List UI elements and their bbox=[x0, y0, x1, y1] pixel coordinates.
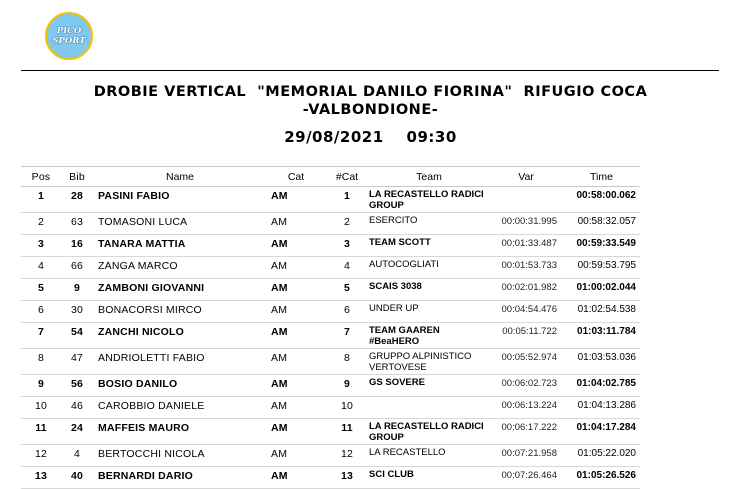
header-bib: Bib bbox=[61, 167, 93, 187]
cell-ncat: 9 bbox=[325, 375, 369, 397]
table-row bbox=[21, 279, 640, 301]
cell-pos: 8 bbox=[21, 349, 61, 375]
event-title: DROBIE VERTICAL "MEMORIAL DANILO FIORINA" RIFUGIO COCA bbox=[93, 84, 648, 100]
cell-pos: 7 bbox=[21, 323, 61, 349]
cell-pos: 3 bbox=[21, 235, 61, 257]
cell-pos: 1 bbox=[21, 187, 61, 213]
cell-time: 01:00:02.044 bbox=[563, 279, 640, 301]
cell-team: AUTOCOGLIATI bbox=[369, 257, 489, 279]
cell-bib: 28 bbox=[61, 187, 93, 213]
table-row bbox=[21, 375, 640, 397]
table-row bbox=[21, 445, 640, 467]
cell-var: 00:01:53.733 bbox=[489, 257, 563, 279]
header-pos: Pos bbox=[21, 167, 61, 187]
header-cat: Cat bbox=[267, 167, 325, 187]
cell-name: CAROBBIO DANIELE bbox=[93, 397, 267, 419]
table-row bbox=[21, 257, 640, 279]
cell-cat: AM bbox=[267, 375, 325, 397]
cell-pos: 12 bbox=[21, 445, 61, 467]
cell-bib: 47 bbox=[61, 349, 93, 375]
cell-time: 00:59:33.549 bbox=[563, 235, 640, 257]
cell-cat: AM bbox=[267, 235, 325, 257]
cell-pos: 5 bbox=[21, 279, 61, 301]
cell-team: GS SOVERE bbox=[369, 375, 489, 397]
cell-cat: AM bbox=[267, 301, 325, 323]
cell-name: PASINI FABIO bbox=[93, 187, 267, 213]
cell-time: 01:05:26.526 bbox=[563, 467, 640, 489]
logo-text-line1: PICO bbox=[56, 26, 82, 36]
cell-time: 01:04:02.785 bbox=[563, 375, 640, 397]
cell-team: GRUPPO ALPINISTICO VERTOVESE bbox=[369, 349, 489, 375]
event-date-time: 29/08/2021 09:30 bbox=[284, 128, 457, 146]
cell-name: MAFFEIS MAURO bbox=[93, 419, 267, 445]
cell-bib: 63 bbox=[61, 213, 93, 235]
results-table bbox=[21, 166, 640, 489]
cell-bib: 56 bbox=[61, 375, 93, 397]
cell-ncat: 5 bbox=[325, 279, 369, 301]
cell-pos: 10 bbox=[21, 397, 61, 419]
cell-ncat: 11 bbox=[325, 419, 369, 445]
cell-name: BOSIO DANILO bbox=[93, 375, 267, 397]
cell-name: BERTOCCHI NICOLA bbox=[93, 445, 267, 467]
cell-var: 00:04:54.476 bbox=[489, 301, 563, 323]
cell-cat: AM bbox=[267, 187, 325, 213]
cell-var: 00:05:52.974 bbox=[489, 349, 563, 375]
table-row bbox=[21, 349, 640, 375]
cell-var: 00:00:31.995 bbox=[489, 213, 563, 235]
cell-cat: AM bbox=[267, 323, 325, 349]
cell-name: ZAMBONI GIOVANNI bbox=[93, 279, 267, 301]
cell-pos: 11 bbox=[21, 419, 61, 445]
table-row bbox=[21, 397, 640, 419]
table-row bbox=[21, 419, 640, 445]
cell-ncat: 2 bbox=[325, 213, 369, 235]
header-time: Time bbox=[563, 167, 640, 187]
cell-name: TANARA MATTIA bbox=[93, 235, 267, 257]
cell-name: BONACORSI MIRCO bbox=[93, 301, 267, 323]
cell-cat: AM bbox=[267, 279, 325, 301]
cell-bib: 4 bbox=[61, 445, 93, 467]
cell-time: 01:04:17.284 bbox=[563, 419, 640, 445]
cell-var: 00:06:13.224 bbox=[489, 397, 563, 419]
cell-team: LA RECASTELLO RADICI GROUP bbox=[369, 419, 489, 445]
pico-sport-logo bbox=[45, 12, 93, 60]
cell-team: LA RECASTELLO bbox=[369, 445, 489, 467]
cell-name: ANDRIOLETTI FABIO bbox=[93, 349, 267, 375]
cell-ncat: 8 bbox=[325, 349, 369, 375]
cell-team: TEAM SCOTT bbox=[369, 235, 489, 257]
cell-team: SCI CLUB bbox=[369, 467, 489, 489]
event-location: -VALBONDIONE- bbox=[302, 102, 439, 118]
cell-bib: 24 bbox=[61, 419, 93, 445]
cell-time: 00:58:32.057 bbox=[563, 213, 640, 235]
cell-cat: AM bbox=[267, 257, 325, 279]
cell-time: 00:59:53.795 bbox=[563, 257, 640, 279]
cell-team bbox=[369, 397, 489, 419]
cell-name: TOMASONI LUCA bbox=[93, 213, 267, 235]
cell-cat: AM bbox=[267, 467, 325, 489]
cell-ncat: 1 bbox=[325, 187, 369, 213]
cell-name: BERNARDI DARIO bbox=[93, 467, 267, 489]
cell-team: SCAIS 3038 bbox=[369, 279, 489, 301]
cell-team: LA RECASTELLO RADICI GROUP bbox=[369, 187, 489, 213]
table-header-row bbox=[21, 167, 640, 187]
cell-cat: AM bbox=[267, 397, 325, 419]
cell-time: 01:02:54.538 bbox=[563, 301, 640, 323]
header-team: Team bbox=[369, 167, 489, 187]
cell-bib: 66 bbox=[61, 257, 93, 279]
cell-pos: 13 bbox=[21, 467, 61, 489]
cell-var: 00:07:21.958 bbox=[489, 445, 563, 467]
table-row bbox=[21, 323, 640, 349]
table-row bbox=[21, 467, 640, 489]
header-name: Name bbox=[93, 167, 267, 187]
cell-cat: AM bbox=[267, 213, 325, 235]
cell-var: 00:05:11.722 bbox=[489, 323, 563, 349]
cell-team: UNDER UP bbox=[369, 301, 489, 323]
cell-pos: 4 bbox=[21, 257, 61, 279]
cell-var: 00:02:01.982 bbox=[489, 279, 563, 301]
cell-ncat: 13 bbox=[325, 467, 369, 489]
cell-ncat: 6 bbox=[325, 301, 369, 323]
cell-time: 01:05:22.020 bbox=[563, 445, 640, 467]
cell-bib: 46 bbox=[61, 397, 93, 419]
cell-name: ZANGA MARCO bbox=[93, 257, 267, 279]
cell-ncat: 4 bbox=[325, 257, 369, 279]
cell-pos: 9 bbox=[21, 375, 61, 397]
cell-ncat: 3 bbox=[325, 235, 369, 257]
cell-team: TEAM GAAREN #BeaHERO bbox=[369, 323, 489, 349]
cell-var: 00:01:33.487 bbox=[489, 235, 563, 257]
cell-time: 01:04:13.286 bbox=[563, 397, 640, 419]
cell-pos: 6 bbox=[21, 301, 61, 323]
cell-time: 01:03:11.784 bbox=[563, 323, 640, 349]
table-row bbox=[21, 213, 640, 235]
header-var: Var bbox=[489, 167, 563, 187]
table-row bbox=[21, 235, 640, 257]
cell-time: 01:03:53.036 bbox=[563, 349, 640, 375]
cell-time: 00:58:00.062 bbox=[563, 187, 640, 213]
cell-bib: 9 bbox=[61, 279, 93, 301]
table-row bbox=[21, 187, 640, 213]
cell-bib: 16 bbox=[61, 235, 93, 257]
cell-cat: AM bbox=[267, 349, 325, 375]
cell-bib: 40 bbox=[61, 467, 93, 489]
cell-cat: AM bbox=[267, 419, 325, 445]
cell-ncat: 7 bbox=[325, 323, 369, 349]
cell-pos: 2 bbox=[21, 213, 61, 235]
cell-bib: 54 bbox=[61, 323, 93, 349]
cell-var: 00:06:17.222 bbox=[489, 419, 563, 445]
cell-cat: AM bbox=[267, 445, 325, 467]
header-ncat: #Cat bbox=[325, 167, 369, 187]
header-divider bbox=[21, 70, 719, 71]
table-row bbox=[21, 301, 640, 323]
cell-var bbox=[489, 187, 563, 213]
cell-ncat: 10 bbox=[325, 397, 369, 419]
cell-ncat: 12 bbox=[325, 445, 369, 467]
cell-var: 00:07:26.464 bbox=[489, 467, 563, 489]
cell-var: 00:06:02.723 bbox=[489, 375, 563, 397]
cell-team: ESERCITO bbox=[369, 213, 489, 235]
cell-bib: 30 bbox=[61, 301, 93, 323]
logo-text-line2: SPORT bbox=[52, 36, 86, 46]
cell-name: ZANCHI NICOLO bbox=[93, 323, 267, 349]
